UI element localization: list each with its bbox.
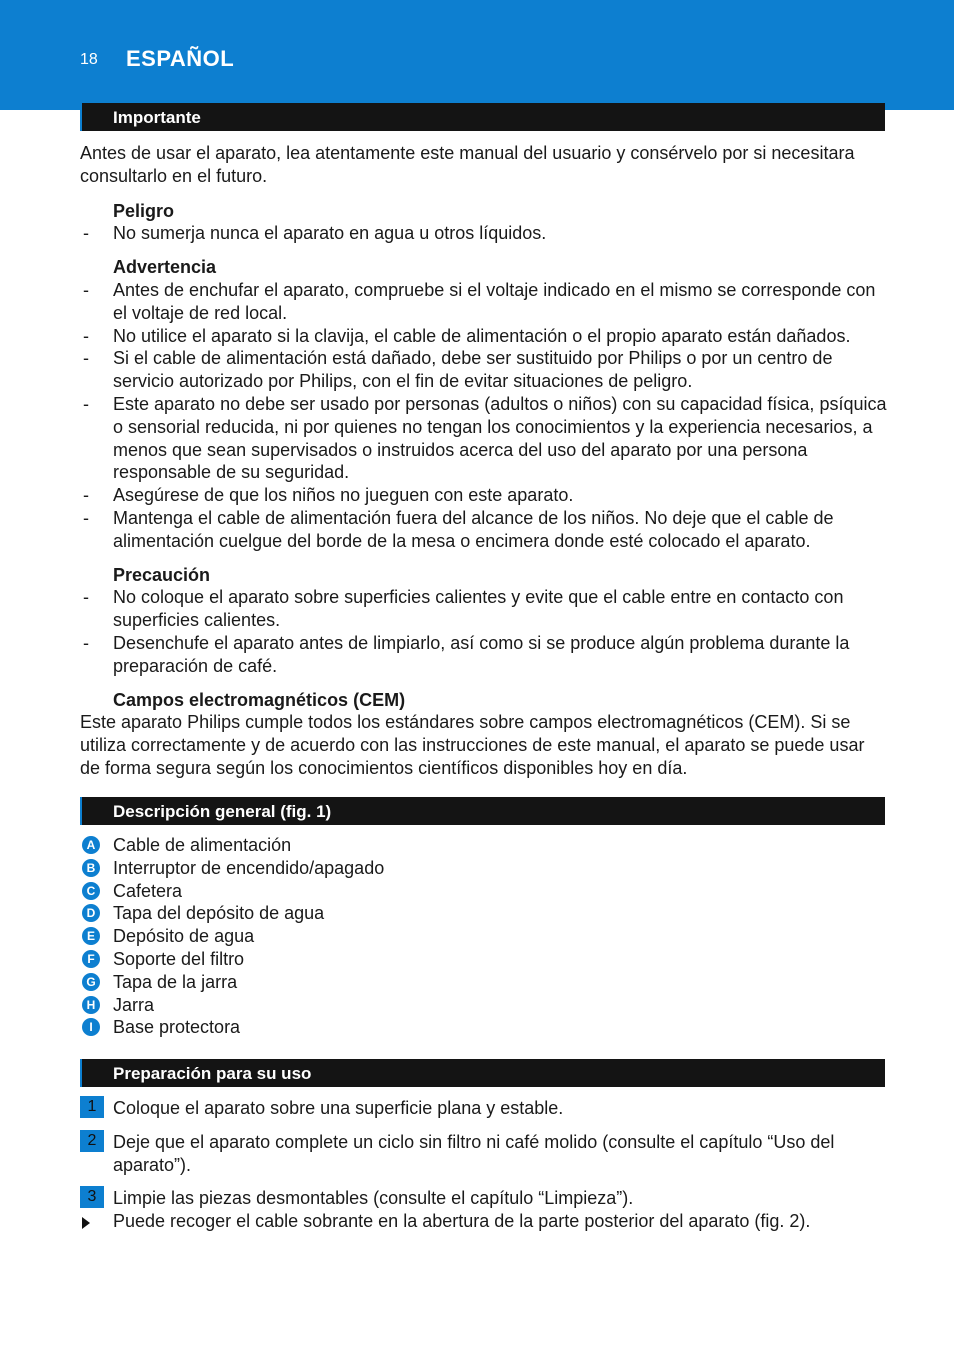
list-item: - Asegúrese de que los niños no jueguen con este aparato.	[83, 485, 574, 506]
list-item: - No utilice el aparato si la clavija, el cable de alimentación o el propio aparato están dañados.	[83, 325, 851, 346]
subheading-advertencia: Advertencia	[113, 257, 217, 278]
list-item: - No coloque el aparato sobre superficies calientes y evite que el cable entre en contacto con superficies calientes.	[83, 587, 844, 631]
letter-badge: I	[82, 1018, 100, 1036]
list-item: - Mantenga el cable de alimentación fuera del alcance de los niños. No deje que el cable de alimentación cuelgue del borde de la mesa o encimera donde esté colocado el aparato.	[83, 507, 834, 551]
section-title: Descripción general (fig. 1)	[113, 802, 332, 821]
list-item: G Tapa de la jarra	[80, 971, 888, 994]
section-bar-importante	[80, 103, 885, 131]
language-title: ESPAÑOL	[126, 46, 235, 71]
subheading-cem: Campos electromagnéticos (CEM)	[113, 689, 406, 710]
step-number: 1	[80, 1096, 104, 1118]
letter-badge: B	[82, 859, 100, 877]
section-bar-preparacion	[80, 1059, 885, 1087]
letter-badge: F	[82, 950, 100, 968]
list-item: F Soporte del filtro	[80, 948, 888, 971]
list-item: A Cable de alimentación	[80, 834, 888, 857]
list-item: B Interruptor de encendido/apagado	[80, 857, 888, 880]
section-title: Importante	[113, 108, 201, 127]
parts-list	[80, 834, 888, 1039]
step-number: 3	[80, 1186, 104, 1208]
section-title: Preparación para su uso	[113, 1064, 312, 1083]
letter-badge: E	[82, 927, 100, 945]
cem-paragraph: Este aparato Philips cumple todos los estándares sobre campos electromagnéticos (CEM). Si se utiliza correctamente y de acuerdo con las instrucciones de este manual, el aparato se puede usar de forma segura según los conocimientos científicos disponibles hoy en día.	[80, 712, 865, 778]
letter-badge: A	[82, 836, 100, 854]
letter-badge: H	[82, 996, 100, 1014]
importante-body	[80, 142, 888, 780]
letter-badge: D	[82, 904, 100, 922]
header-bar	[0, 0, 954, 110]
intro-paragraph: Antes de usar el aparato, lea atentamente este manual del usuario y consérvelo por si necesitara consultarlo en el futuro.	[80, 143, 855, 186]
step-item: 1 Coloque el aparato sobre una superficie plana y estable.	[80, 1097, 888, 1120]
step-number: 2	[80, 1130, 104, 1152]
step-item: 3 Limpie las piezas desmontables (consulte el capítulo “Limpieza”).	[80, 1187, 888, 1210]
list-item: H Jarra	[80, 994, 888, 1017]
subheading-peligro: Peligro	[113, 200, 175, 221]
letter-badge: G	[82, 973, 100, 991]
tip-item: Puede recoger el cable sobrante en la abertura de la parte posterior del aparato (fig. 2).	[80, 1210, 888, 1233]
letter-badge: C	[82, 882, 100, 900]
preparation-steps	[80, 1097, 888, 1233]
arrow-icon	[82, 1217, 90, 1229]
list-item: D Tapa del depósito de agua	[80, 902, 888, 925]
page-number: 18	[80, 51, 98, 68]
list-item: - Desenchufe el aparato antes de limpiarlo, así como si se produce algún problema durante la preparación de café.	[83, 632, 850, 676]
list-item: - Este aparato no debe ser usado por personas (adultos o niños) con su capacidad física, psíquica o sensorial reducida, ni por quienes no tengan los conocimientos y la experiencia necesarios, a menos que sean supervisados o instruidos acerca del uso del aparato por una persona responsable de su seguridad.	[83, 393, 887, 483]
step-item: 2 Deje que el aparato complete un ciclo sin filtro ni café molido (consulte el capítulo “Uso del aparato”).	[80, 1131, 888, 1177]
list-item: I Base protectora	[80, 1016, 888, 1039]
list-item: - No sumerja nunca el aparato en agua u otros líquidos.	[83, 223, 547, 244]
list-item: E Depósito de agua	[80, 925, 888, 948]
list-item: - Antes de enchufar el aparato, compruebe si el voltaje indicado en el mismo se corresponde con el voltaje de red local.	[83, 279, 876, 323]
list-item: - Si el cable de alimentación está dañado, debe ser sustituido por Philips o por un centro de servicio autorizado por Philips, con el fin de evitar situaciones de peligro.	[83, 348, 833, 392]
list-item: C Cafetera	[80, 880, 888, 903]
section-bar-descripcion	[80, 797, 885, 825]
subheading-precaucion: Precaución	[113, 564, 211, 585]
